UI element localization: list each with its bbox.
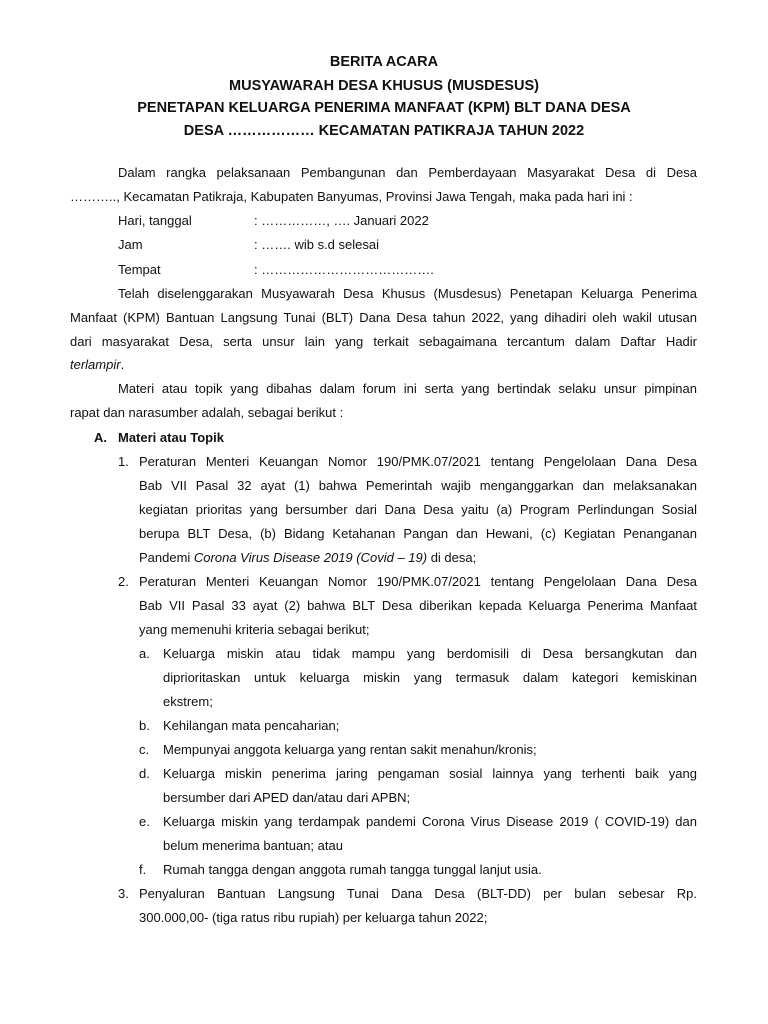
doc-title-line4: DESA ……………… KECAMATAN PATIKRAJA TAHUN 2022: [183, 123, 585, 139]
item1-line3: kegiatan prioritas yang bersumber dari Dana Desa yaitu (a) Program Perlindungan Sosial: [139, 502, 697, 517]
item2-line3: yang memenuhi kriteria sebagai berikut;: [139, 622, 370, 637]
doc-title-line1: BERITA ACARA: [329, 54, 439, 70]
sub-a-line1: Keluarga miskin atau tidak mampu yang berdomisili di Desa bersangkutan dan: [163, 646, 697, 661]
terlampir-text: terlampir: [70, 357, 121, 372]
sub-e-line1: Keluarga miskin yang terdampak pandemi Corona Virus Disease 2019 ( COVID-19) dan: [163, 814, 697, 829]
hari-label: Hari, tanggal: [118, 213, 192, 228]
para2-line3: dari masyarakat Desa, serta unsur lain yang terkait sebagaimana tercantum dalam Daftar Hadir: [70, 334, 697, 349]
para2-period: .: [120, 357, 125, 372]
para3-line2: rapat dan narasumber adalah, sebagai berikut :: [70, 405, 344, 420]
para3-line1: Materi atau topik yang dibahas dalam forum ini serta yang bertindak selaku unsur pimpinan: [118, 381, 697, 396]
sub-d-line2: bersumber dari APED dan/atau dari APBN;: [163, 790, 411, 805]
sub-e-marker: e.: [139, 814, 150, 829]
item1-line2: Bab VII Pasal 32 ayat (1) bahwa Pemerintah wajib menganggarkan dan melaksanakan: [139, 478, 697, 493]
sub-d-line1: Keluarga miskin penerima jaring pengaman sosial lainnya yang terhenti baik yang: [163, 766, 697, 781]
jam-label: Jam: [118, 237, 143, 252]
sub-a-line3: ekstrem;: [163, 694, 213, 709]
sub-a-marker: a.: [139, 646, 150, 661]
intro-line2: ……….., Kecamatan Patikraja, Kabupaten Banyumas, Provinsi Jawa Tengah, maka pada hari ini :: [70, 189, 633, 204]
sub-f-marker: f.: [139, 862, 147, 877]
sub-b-line1: Kehilangan mata pencaharian;: [163, 718, 340, 733]
sub-b-marker: b.: [139, 718, 150, 733]
para2-line4: [70, 356, 124, 373]
sub-e-line2: belum menerima bantuan; atau: [163, 838, 343, 853]
jam-value: : ……. wib s.d selesai: [254, 237, 379, 252]
hari-value: : ……………, …. Januari 2022: [254, 213, 429, 228]
section-a-marker: A.: [94, 430, 107, 445]
item1-line5-pre: Pandemi: [139, 550, 194, 565]
tempat-value: : ………………………………….: [254, 262, 434, 277]
sub-c-line1: Mempunyai anggota keluarga yang rentan sakit menahun/kronis;: [163, 742, 537, 757]
item1-line4: berupa BLT Desa, (b) Bidang Ketahanan Pangan dan Hewani, (c) Kegiatan Penanganan: [139, 526, 697, 541]
item3-line2: 300.000,00- (tiga ratus ribu rupiah) per keluarga tahun 2022;: [139, 910, 488, 925]
item3-line1: Penyaluran Bantuan Langsung Tunai Dana Desa (BLT-DD) per bulan sebesar Rp.: [139, 886, 697, 901]
para2-line1: Telah diselenggarakan Musyawarah Desa Khusus (Musdesus) Penetapan Keluarga Penerima: [118, 286, 697, 301]
item2-line2: Bab VII Pasal 33 ayat (2) bahwa BLT Desa diberikan kepada Keluarga Penerima Manfaat: [139, 598, 697, 613]
sub-d-marker: d.: [139, 766, 150, 781]
item1-line5: [139, 549, 476, 566]
item2-marker: 2.: [118, 574, 129, 589]
sub-f-line1: Rumah tangga dengan anggota rumah tangga tunggal lanjut usia.: [163, 862, 542, 877]
para2-line2: Manfaat (KPM) Bantuan Langsung Tunai (BLT) Dana Desa tahun 2022, yang dihadiri oleh wakil utusan: [70, 310, 697, 325]
item1-marker: 1.: [118, 454, 129, 469]
tempat-label: Tempat: [118, 262, 161, 277]
section-a-heading: Materi atau Topik: [118, 430, 224, 445]
doc-title-line3: PENETAPAN KELUARGA PENERIMA MANFAAT (KPM) BLT DANA DESA: [137, 100, 631, 116]
intro-line1: Dalam rangka pelaksanaan Pembangunan dan Pemberdayaan Masyarakat Desa di Desa: [118, 165, 697, 180]
covid-italic-text: Corona Virus Disease 2019 (Covid – 19): [193, 550, 428, 565]
doc-title-line2: MUSYAWARAH DESA KHUSUS (MUSDESUS): [229, 78, 539, 94]
item1-line5-post: di desa;: [427, 550, 477, 565]
item1-line1: Peraturan Menteri Keuangan Nomor 190/PMK.07/2021 tentang Pengelolaan Dana Desa: [139, 454, 697, 469]
sub-a-line2: diprioritaskan untuk keluarga miskin yang termasuk dalam kategori kemiskinan: [163, 670, 697, 685]
item2-line1: Peraturan Menteri Keuangan Nomor 190/PMK.07/2021 tentang Pengelolaan Dana Desa: [139, 574, 697, 589]
item3-marker: 3.: [118, 886, 129, 901]
sub-c-marker: c.: [139, 742, 150, 757]
